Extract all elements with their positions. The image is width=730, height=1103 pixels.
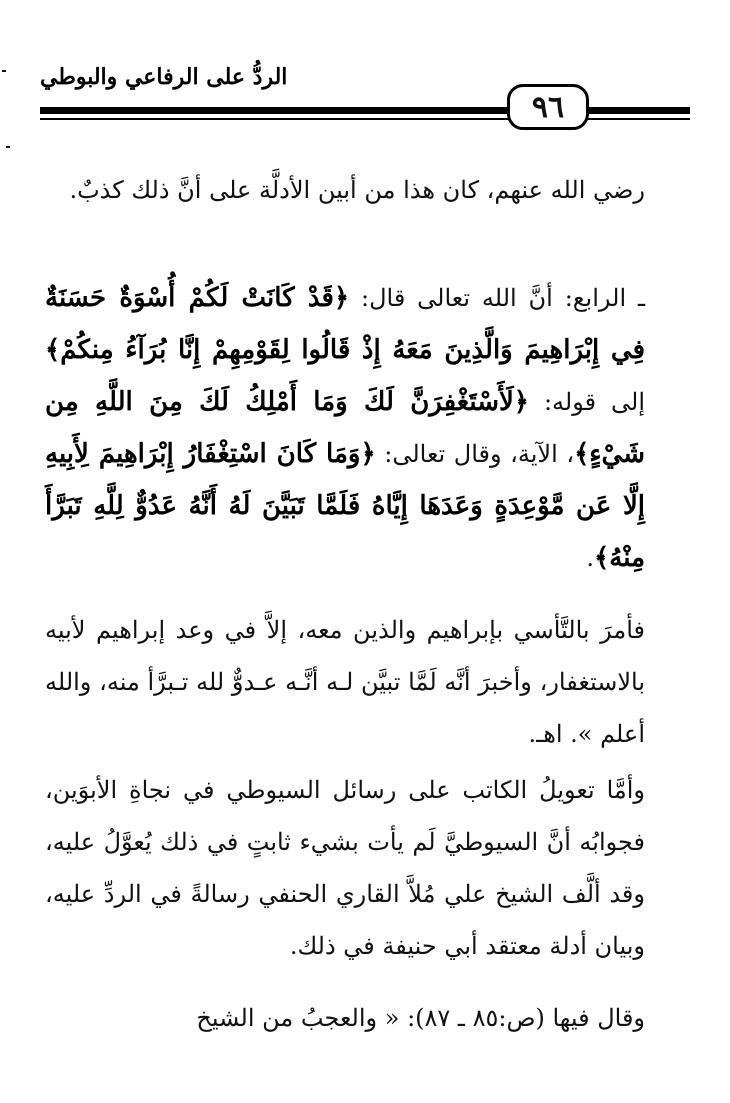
paragraph-text [45, 272, 645, 584]
paragraph-text: رضي الله عنهم، كان هذا من أبين الأدلَّة على أنَّ ذلك كذبٌ. [69, 176, 645, 204]
text-run: ـ الرابع: أنَّ الله تعالى قال: [349, 284, 645, 312]
paragraph-4 [45, 764, 645, 982]
paragraph-2 [45, 272, 645, 594]
quran-verse: ﴿قَدْ كَانَتْ لَكُمْ أُسْوَةٌ حَسَنَةٌ فِي إِبْرَاهِيمَ وَالَّذِينَ مَعَهُ إِذْ قَالُوا لِقَوْمِهِمْ إِنَّا بُرَآءُ مِنكُمْ﴾ [45, 283, 645, 365]
header-rule-thin [40, 118, 690, 120]
scan-speck [2, 70, 6, 72]
page-number: ٩٦ [507, 84, 589, 130]
paragraph-3 [45, 604, 645, 770]
paragraph-text: فأمرَ بالتَّأسي بإبراهيم والذين معه، إلاَّ في وعد إبراهيم لأبيه بالاستغفار، وأخبرَ أنَّه لَمَّا تبيَّن لـه أنَّـه عـدوٌّ لله تـبرَّأ منه، والله أعلم ». اهـ. [45, 616, 645, 748]
header-rule-thick [40, 107, 690, 114]
running-header-title: الردُّ على الرفاعي والبوطي [40, 64, 288, 90]
text-run: ، الآية، وقال تعالى: [375, 440, 575, 468]
paragraph-text: وقال فيها (ص:٨٥ ـ ٨٧): « والعجبُ من الشيخ [196, 1004, 645, 1032]
paragraph-5 [45, 992, 645, 1054]
paragraph-text: وأمَّا تعويلُ الكاتب على رسائل السيوطي في نجاةِ الأبوَين، فجوابُه أنَّ السيوطيَّ لَم يأت بشيء ثابتٍ في ذلك يُعوَّلُ عليه، وقد ألَّف الشيخ علي مُلاَّ القاري الحنفي رسالةً في الردِّ عليه، وبيان أدلة معتقد أبي حنيفة في ذلك. [45, 776, 645, 960]
quran-verse: ﴿وَمَا كَانَ اسْتِغْفَارُ إِبْرَاهِيمَ لِأَبِيهِ إِلَّا عَن مَّوْعِدَةٍ وَعَدَهَا إِيَّاهُ فَلَمَّا تَبَيَّنَ لَهُ أَنَّهُ عَدُوٌّ لِلَّهِ تَبَرَّأَ مِنْهُ﴾ [45, 439, 645, 573]
scan-speck [6, 146, 10, 148]
quran-verse: ﴿لَأَسْتَغْفِرَنَّ لَكَ وَمَا أَمْلِكُ لَكَ مِنَ اللَّهِ مِن شَيْءٍ﴾ [45, 387, 645, 469]
text-run: إلى قوله: [529, 388, 645, 416]
paragraph-1 [45, 164, 645, 226]
text-run: . [586, 544, 595, 572]
